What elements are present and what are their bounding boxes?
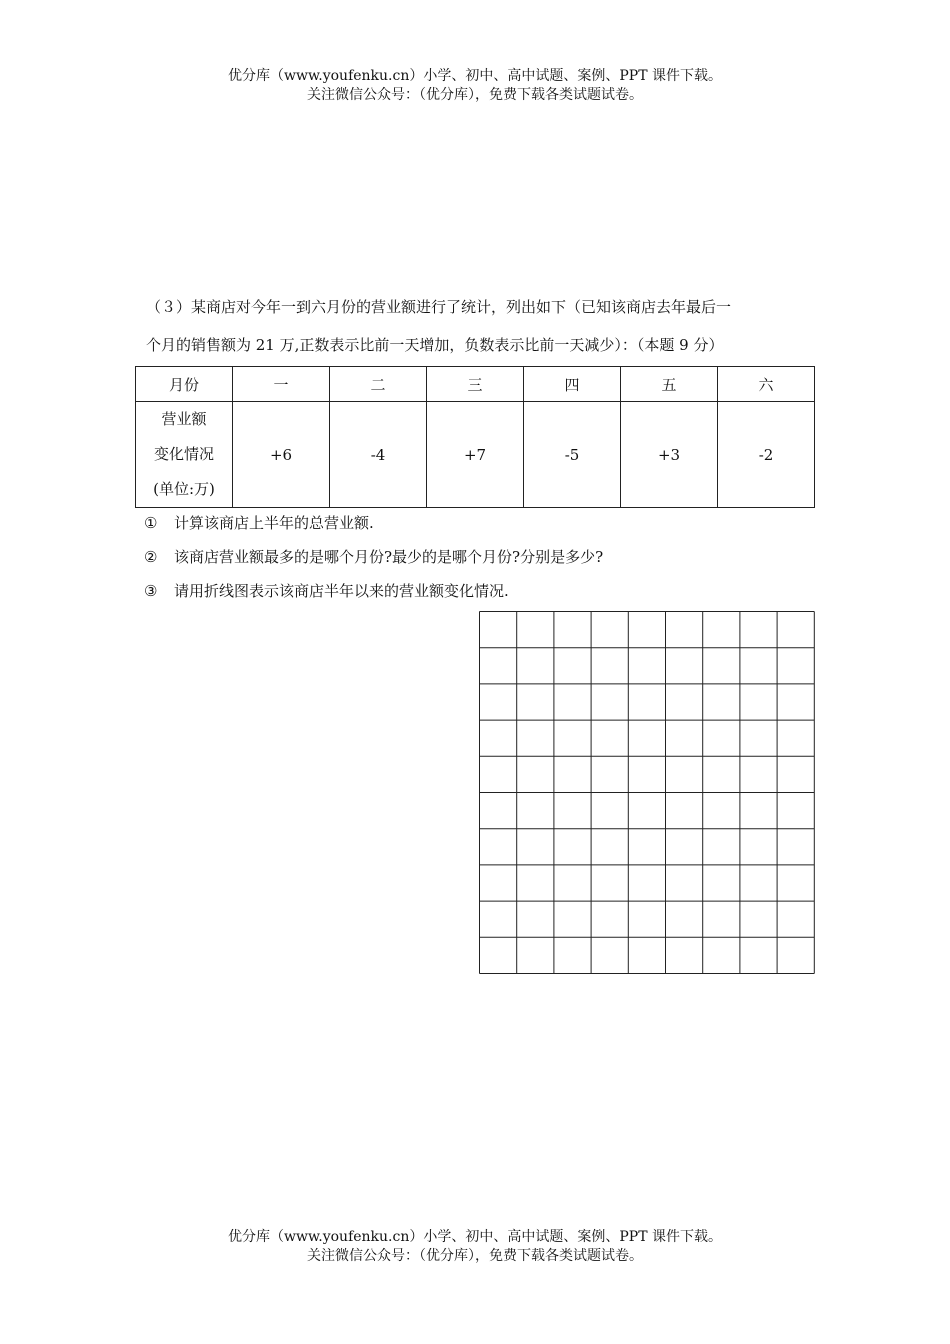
month-cell: 一 (233, 367, 330, 402)
month-cell: 三 (427, 367, 524, 402)
subquestion-text: 该商店营业额最多的是哪个月份?最少的是哪个月份?分别是多少? (174, 548, 604, 566)
month-header-cell: 月份 (136, 367, 233, 402)
row-label-line: 营业额 (161, 410, 207, 428)
footer-line-2: 关注微信公众号：（优分库），免费下载各类试题试卷。 (307, 1248, 643, 1264)
header-line-1: 优分库（www.youfenku.cn）小学、初中、高中试题、案例、PPT 课件下载。 (227, 68, 722, 84)
page-footer (0, 1228, 950, 1266)
footer-line-1: 优分库（www.youfenku.cn）小学、初中、高中试题、案例、PPT 课件下载。 (227, 1229, 722, 1245)
table-value-row (136, 402, 815, 508)
subquestion-number: ② (144, 548, 158, 566)
subquestion-2 (144, 546, 603, 567)
month-cell: 五 (621, 367, 718, 402)
row-label-cell (136, 402, 233, 508)
month-cell: 二 (330, 367, 427, 402)
header-line-2: 关注微信公众号：（优分库），免费下载各类试题试卷。 (307, 87, 643, 103)
subquestion-text: 计算该商店上半年的总营业额. (174, 514, 374, 532)
value-cell: +6 (233, 402, 330, 508)
month-cell: 四 (524, 367, 621, 402)
value-cell: +3 (621, 402, 718, 508)
month-cell: 六 (718, 367, 815, 402)
subquestion-3 (144, 580, 509, 601)
value-cell: -2 (718, 402, 815, 508)
value-cell: +7 (427, 402, 524, 508)
revenue-change-table (135, 366, 815, 508)
answer-grid[interactable] (479, 611, 817, 976)
value-cell: -5 (524, 402, 621, 508)
subquestion-number: ③ (144, 582, 158, 600)
table-header-row (136, 367, 815, 402)
row-label-line: (单位:万) (153, 480, 215, 498)
subquestion-1 (144, 512, 374, 533)
row-label-line: 变化情况 (153, 445, 214, 463)
subquestion-number: ① (144, 514, 158, 532)
value-cell: -4 (330, 402, 427, 508)
question-line-2: 个月的销售额为 21 万,正数表示比前一天增加，负数表示比前一天减少）：（本题 9 分） (146, 336, 724, 354)
page-header (0, 67, 950, 105)
question-line-1: （３）某商店对今年一到六月份的营业额进行了统计，列出如下（已知该商店去年最后一 (146, 298, 732, 316)
subquestion-text: 请用折线图表示该商店半年以来的营业额变化情况. (174, 582, 509, 600)
